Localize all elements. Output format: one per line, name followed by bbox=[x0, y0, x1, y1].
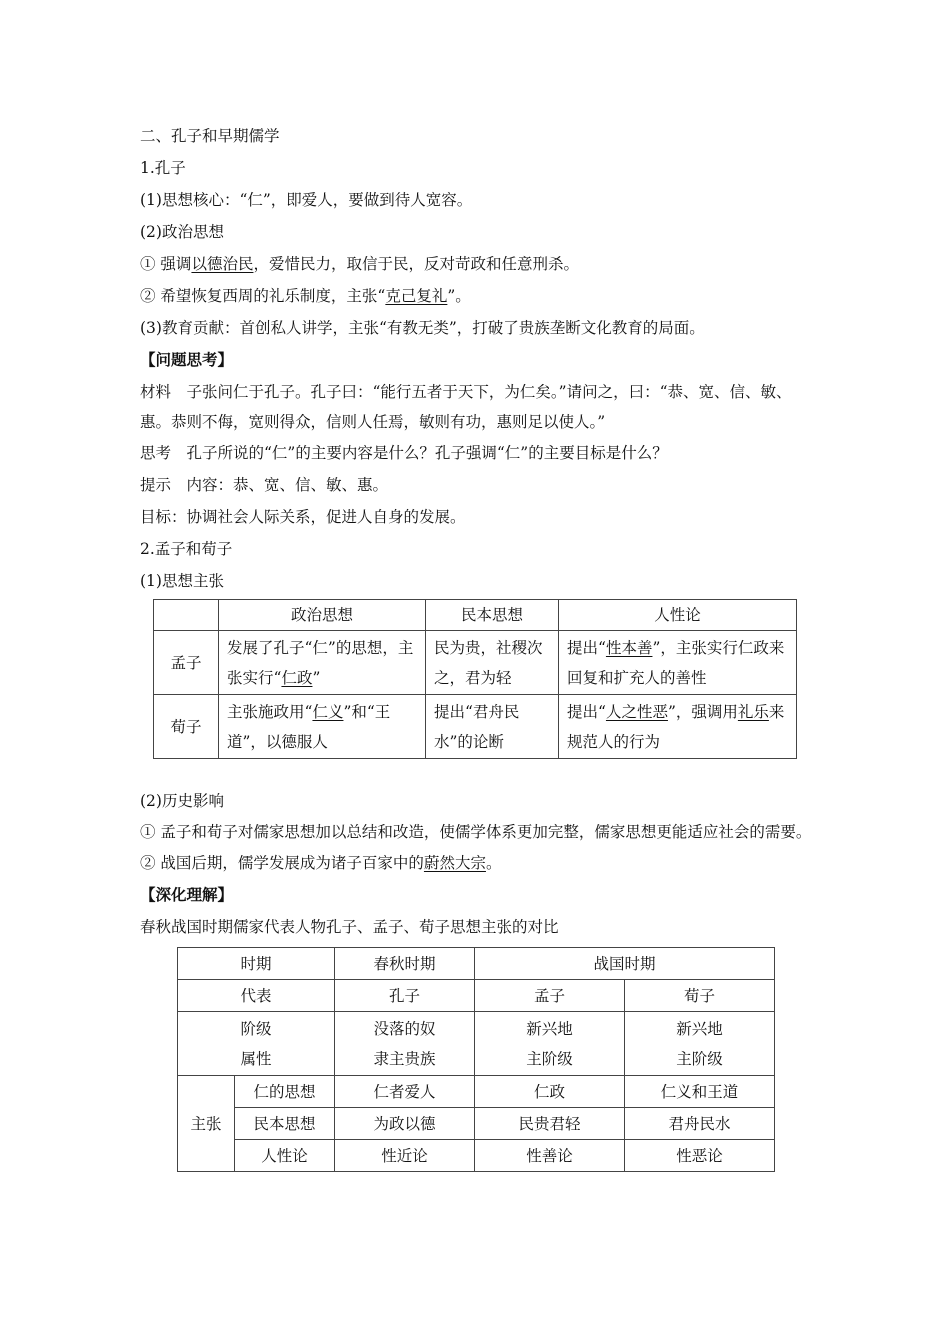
table-cell: 人性论 bbox=[235, 1140, 335, 1172]
mencius-xunzi-heading: 2.孟子和荀子 bbox=[140, 540, 233, 558]
table-cell: 荀子 bbox=[625, 980, 775, 1012]
table-cell: 民贵君轻 bbox=[475, 1108, 625, 1140]
table-cell: 民本思想 bbox=[235, 1108, 335, 1140]
table-header: 人性论 bbox=[559, 600, 797, 631]
question-heading: 【问题思考】 bbox=[140, 350, 234, 369]
table-cell: 仁的思想 bbox=[235, 1076, 335, 1108]
table-cell: 发展了孔子“仁”的思想，主张实行“仁政” bbox=[219, 631, 426, 695]
deepen-heading: 【深化理解】 bbox=[140, 885, 234, 904]
table-cell: 仁者爱人 bbox=[335, 1076, 475, 1108]
politics-point-2: ② 希望恢复西周的礼乐制度，主张“克己复礼”。 bbox=[140, 287, 471, 305]
table-cell: 君舟民水 bbox=[625, 1108, 775, 1140]
table-header: 政治思想 bbox=[219, 600, 426, 631]
table-cell: 新兴地主阶级 bbox=[625, 1012, 775, 1076]
underlined-term: 以德治民 bbox=[191, 255, 254, 273]
table-cell: 代表 bbox=[178, 980, 335, 1012]
table-cell: 阶级属性 bbox=[178, 1012, 335, 1076]
confucius-heading: 1.孔子 bbox=[140, 159, 186, 177]
table-cell: 提出“人之性恶”，强调用礼乐来规范人的行为 bbox=[559, 695, 797, 759]
table-cell: 没落的奴隶主贵族 bbox=[335, 1012, 475, 1076]
question-goal: 目标：协调社会人际关系，促进人自身的发展。 bbox=[140, 508, 466, 526]
row-label-xunzi: 荀子 bbox=[154, 695, 219, 759]
education-contribution: (3)教育贡献：首创私人讲学，主张“有教无类”，打破了贵族垄断文化教育的局面。 bbox=[140, 319, 705, 337]
table-cell: 提出“君舟民水”的论断 bbox=[426, 695, 559, 759]
table-header: 春秋时期 bbox=[335, 948, 475, 980]
table-cell: 新兴地主阶级 bbox=[475, 1012, 625, 1076]
row-label-claims: 主张 bbox=[178, 1076, 235, 1172]
influence-point-1: ① 孟子和荀子对儒家思想加以总结和改造，使儒学体系更加完整，儒家思想更能适应社会的需要。 bbox=[140, 823, 812, 841]
table-cell: 性善论 bbox=[475, 1140, 625, 1172]
row-label-mencius: 孟子 bbox=[154, 631, 219, 695]
table-cell: 性恶论 bbox=[625, 1140, 775, 1172]
comparison-caption: 春秋战国时期儒家代表人物孔子、孟子、荀子思想主张的对比 bbox=[140, 918, 559, 936]
influence-point-2: ② 战国后期，儒学发展成为诸子百家中的蔚然大宗。 bbox=[140, 854, 502, 872]
question-material: 材料 子张问仁于孔子。孔子曰：“能行五者于天下，为仁矣。”请问之，曰：“恭、宽、信、敏、惠。恭则不侮，宽则得众，信则人任焉，敏则有功，惠则足以使人。” bbox=[140, 383, 792, 431]
table-cell: 为政以德 bbox=[335, 1108, 475, 1140]
table-header-empty bbox=[154, 600, 219, 631]
politics-point-1: ① 强调以德治民，爱惜民力，取信于民，反对苛政和任意刑杀。 bbox=[140, 255, 579, 273]
question-hint: 提示 内容：恭、宽、信、敏、惠。 bbox=[140, 476, 389, 494]
question-think: 思考 孔子所说的“仁”的主要内容是什么？孔子强调“仁”的主要目标是什么？ bbox=[140, 444, 668, 462]
influence-heading: (2)历史影响 bbox=[140, 792, 224, 810]
thought-subheading: (1)思想主张 bbox=[140, 572, 224, 590]
table-cell: 仁政 bbox=[475, 1076, 625, 1108]
table-cell: 仁义和王道 bbox=[625, 1076, 775, 1108]
section-title: 二、孔子和早期儒学 bbox=[140, 127, 280, 145]
table-header: 民本思想 bbox=[426, 600, 559, 631]
table-cell: 提出“性本善”，主张实行仁政来回复和扩充人的善性 bbox=[559, 631, 797, 695]
table-header: 时期 bbox=[178, 948, 335, 980]
thought-table bbox=[153, 599, 797, 759]
comparison-table bbox=[177, 947, 775, 1172]
table-header: 战国时期 bbox=[475, 948, 775, 980]
table-cell: 主张施政用“仁义”和“王道”，以德服人 bbox=[219, 695, 426, 759]
table-cell: 性近论 bbox=[335, 1140, 475, 1172]
underlined-term: 蔚然大宗 bbox=[423, 854, 486, 872]
table-cell: 孔子 bbox=[335, 980, 475, 1012]
document-body bbox=[140, 120, 815, 1172]
politics-heading: (2)政治思想 bbox=[140, 223, 224, 241]
table-cell: 孟子 bbox=[475, 980, 625, 1012]
table-cell: 民为贵，社稷次之，君为轻 bbox=[426, 631, 559, 695]
confucius-core: (1)思想核心：“仁”，即爱人，要做到待人宽容。 bbox=[140, 191, 473, 209]
underlined-term: 克己复礼 bbox=[385, 287, 448, 305]
